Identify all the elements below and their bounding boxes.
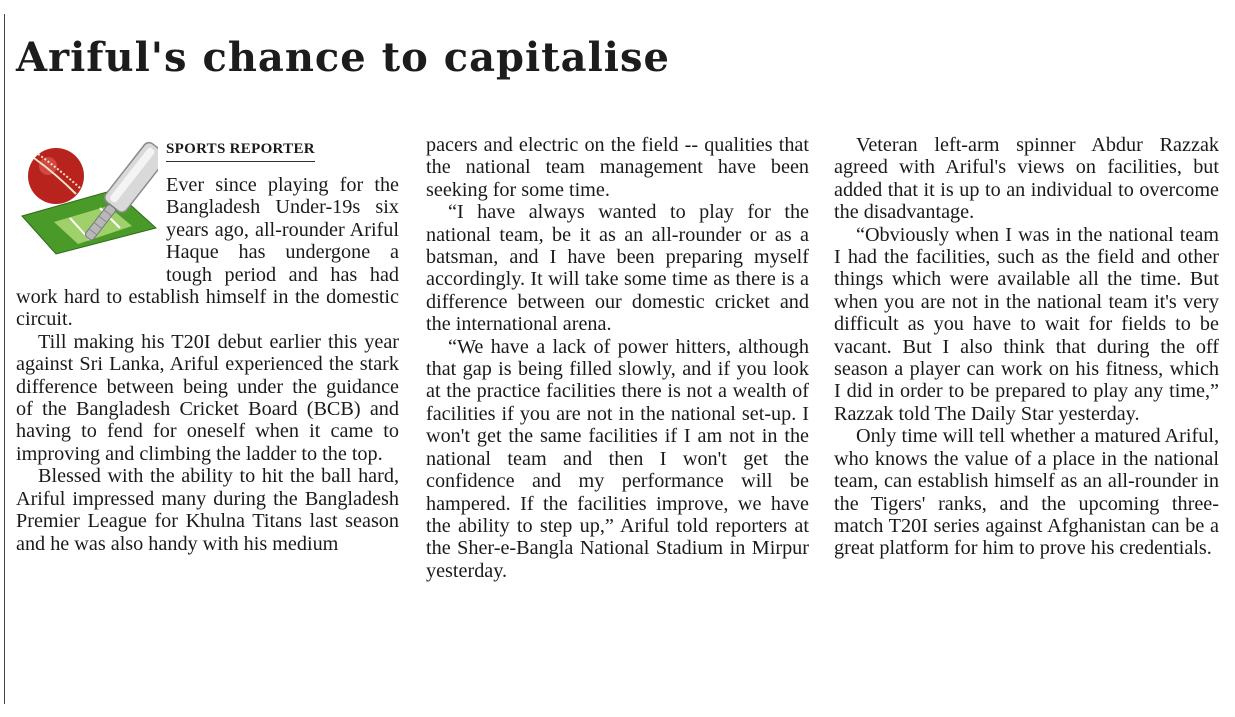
- paragraph: Ever since playing for the Bangladesh Under-19s six years ago, all-rounder Ariful Haque has undergone a tough period and has had work hard to establish himself in the domestic circuit.: [16, 174, 399, 331]
- headline: Ariful's chance to capitalise: [16, 34, 670, 81]
- paragraph: “We have a lack of power hitters, although that gap is being filled slowly, and if you look at the practice facilities there is not a wealth of facilities if you are not in the national set-up. I won't get the same facilities if I am not in the national team and then I won't get the confidence and my performance will be hampered. If the facilities improve, we have the ability to step up,” Ariful told reporters at the Sher-e-Bangla National Stadium in Mirpur yesterday.: [426, 335, 809, 582]
- paragraph: “Obviously when I was in the national team I had the facilities, such as the field and other things which were available all the time. But when you are not in the national team it's very difficult as you have to wait for fields to be vacant. But I also think that during the off season a player can work on his fitness, which I did in order to be prepared to play any time,” Razzak told The Daily Star yesterday.: [834, 223, 1219, 425]
- left-column-rule: [4, 14, 5, 704]
- paragraph: Only time will tell whether a matured Ariful, who knows the value of a place in the national team, can establish himself as an all-rounder in the Tigers' ranks, and the upcoming three-match T20I series against Afghanistan can be a great platform for him to prove his credentials.: [834, 425, 1219, 560]
- paragraph: Till making his T20I debut earlier this year against Sri Lanka, Ariful experienced the stark difference between being under the guidance of the Bangladesh Cricket Board (BCB) and having to fend for oneself when it came to improving and climbing the ladder to the top.: [16, 330, 399, 465]
- cricket-ball-and-bat-icon: [16, 136, 158, 262]
- byline: SPORTS REPORTER: [166, 140, 315, 162]
- paragraph: Veteran left-arm spinner Abdur Razzak agreed with Ariful's views on facilities, but added that it is up to an individual to overcome the disadvantage.: [834, 134, 1219, 224]
- article-column-2: [426, 134, 809, 582]
- paragraph: “I have always wanted to play for the national team, be it as an all-rounder or as a batsman, and I have been preparing myself accordingly. It will take some time as there is a difference between our domestic cricket and the international arena.: [426, 201, 809, 336]
- paragraph: pacers and electric on the field -- qualities that the national team management have been seeking for some time.: [426, 134, 809, 201]
- article-column-1: [16, 136, 399, 555]
- paragraph: Blessed with the ability to hit the ball hard, Ariful impressed many during the Bangladesh Premier League for Khulna Titans last season and he was also handy with his medium: [16, 465, 399, 555]
- article-column-3: [834, 134, 1219, 560]
